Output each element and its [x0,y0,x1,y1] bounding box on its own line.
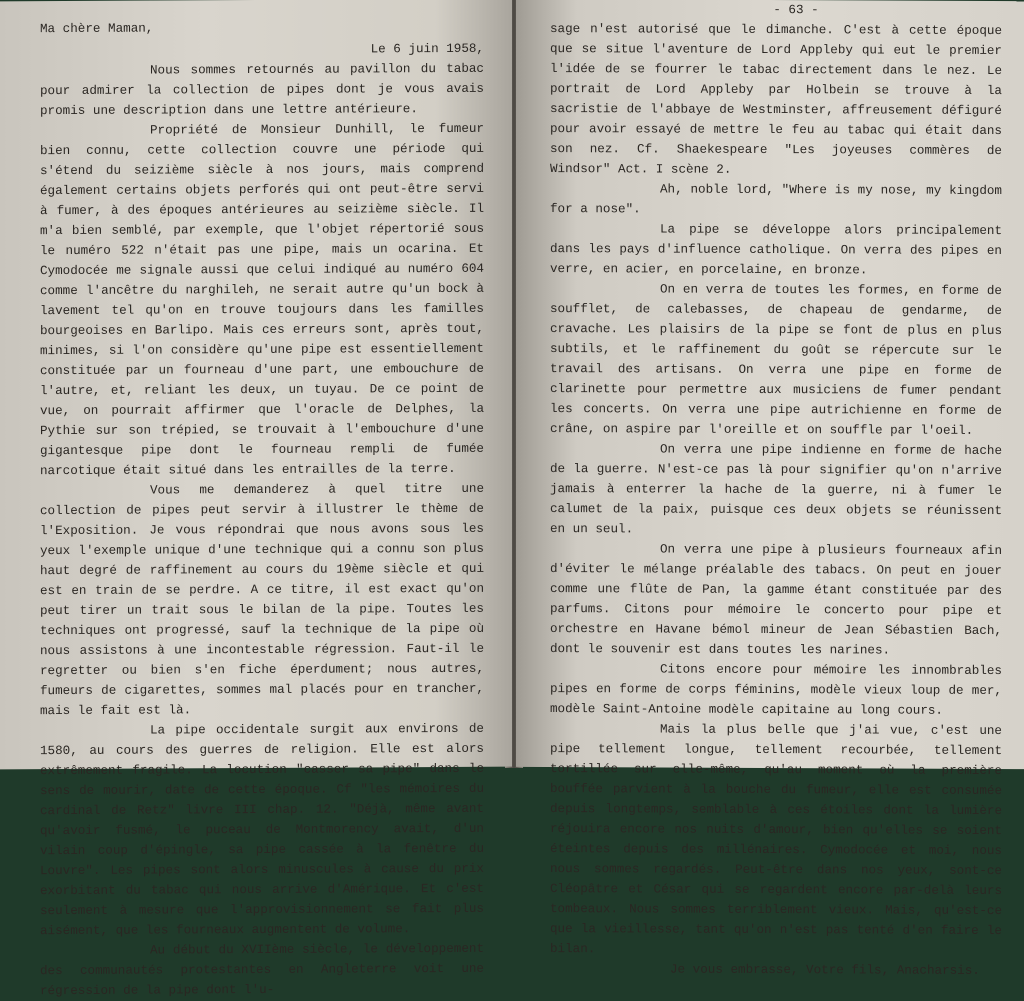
left-paragraph: Vous me demanderez à quel titre une collection de pipes peut servir à illustrer le thème de l'Exposition. Je vous répondrai que nous avons sous les yeux l'exemple unique d'une technique qui a connu son plus haut degré de raffinement au cours du 19ème siècle et qui est en train de se perdre. A ce titre, il est exact qu'on peut tirer un trait sous le bilan de la pipe. Toutes les techniques ont progressé, sauf la technique de la pipe où nous assistons à une incontestable régression. Faut-il le regretter ou bien s'en fiche éperdument; nous autres, fumeurs de cigarettes, sommes mal placés pour en trancher, mais le fait est là. [40,481,484,719]
right-paragraph: On verra une pipe indienne en forme de hache de la guerre. N'est-ce pas là pour signifier qu'on n'arrive jamais à enterrer la hache de la guerre, ni à fumer le calumet de la paix, puisque ces deux objets se réunissent en un seul. [550,442,1002,537]
left-paragraph: Nous sommes retournés au pavillon du tabac pour admirer la collection de pipes dont je vous avais promis une description dans une lettre antérieure. [40,61,484,119]
right-paragraph: Citons encore pour mémoire les innombrables pipes en forme de corps féminins, modèle vieux loup de mer, modèle Saint-Antoine modèle capitaine au long cours. [550,662,1002,718]
right-page [516,0,1024,978]
right-paragraph: sage n'est autorisé que le dimanche. C'est à cette époque que se situe l'aventure de Lord Appleby qui eut le premier l'idée de se fourrer le tabac directement dans le nez. Le portrait de Lord Appleby par Holbein se trouve à la sacristie de l'abbaye de Westminster, affreusement défiguré pour avoir essayé de mettre le feu au tabac qui était dans son nez. Cf. Shaekespeare "Les joyeuses commères de Windsor" Act. I scène 2. [550,22,1002,177]
left-paragraph: Au début du XVIIème siècle, le développement des communautés protestantes en Angleterre voit une régression de la pipe dont l'u- [40,941,484,999]
signoff: Je vous embrasse, Votre fils, Anacharsis. [670,962,980,978]
right-paragraph: On verra une pipe à plusieurs fourneaux afin d'éviter le mélange préalable des tabacs. On peut en jouer comme une flûte de Pan, la gamme étant constituée par des parfums. Citons pour mémoire le concerto pour pipe et orchestre en Havane bémol mineur de Jean Sébastien Bach, dont le souvenir est dans toutes les narines. [550,542,1002,658]
letter-date: Le 6 juin 1958, [370,41,484,57]
salutation: Ma chère Maman, [40,21,154,37]
page-number: - 63 - [773,3,819,18]
right-paragraph: Mais la plus belle que j'ai vue, c'est une pipe tellement longue, tellement recourbée, tellement tortillée sur elle-même, qu'au moment où la première bouffée parvient à la bouche du fumeur, elle est consumée depuis longtemps, semblable à ces étoiles dont la lumière réjouira encore nos nuits d'amour, bien qu'elles se soient éteintes depuis des millénaires. Cymodocée et moi, nous nous sommes regardés. Peut-être dans nos yeux, sont-ce Cléopâtre et César qui se regardent encore par-delà leurs tombeaux. Nous sommes terriblement vieux. Mais, qu'est-ce que la vieillesse, tant qu'on n'est pas tenté d'en faire le bilan. [550,722,1002,957]
left-paragraph: Propriété de Monsieur Dunhill, le fumeur bien connu, cette collection couvre une période qui s'étend du seizième siècle à nos jours, mais comprend également certains objets perforés qui ont peut-être servi à fumer, à des époques antérieures au seizième siècle. Il m'a bien semblé, par exemple, que l'objet répertorié sous le numéro 522 n'était pas une pipe, mais un ocarina. Et Cymodocée me signale aussi que celui indiqué au numéro 604 comme l'ancêtre du narghileh, ne serait autre qu'un bock à lavement tel qu'on en trouve toujours dans les familles bourgeoises en Barlipo. Mais ces erreurs sont, après tout, minimes, si l'on considère qu'une pipe est essentiellement constituée par un fourneau d'une part, une embouchure de l'autre, et, reliant les deux, un tuyau. De ce point de vue, on pourrait affirmer que l'oracle de Delphes, la Pythie sur son trépied, se trouvait à l'embouchure d'une gigantesque pipe dont le fourneau rempli de fumée narcotique était situé dans les entrailles de la terre. [40,121,484,479]
quote-line: Ah, noble lord, "Where is my nose, my kingdom for a nose". [550,182,1002,217]
right-paragraph: La pipe se développe alors principalement dans les pays d'influence catholique. On verra des pipes en verre, en acier, en porcelaine, en bronze. [550,222,1002,278]
right-paragraph: On en verra de toutes les formes, en forme de soufflet, de calebasses, de chapeau de gendarme, de cravache. Les plaisirs de la pipe se font de plus en plus subtils, et le raffinement du goût se répercute sur le travail des artisans. On verra une pipe en forme de clarinette pour permettre aux musiciens de fumer pendant les concerts. On verra une pipe autrichienne en forme de crâne, on aspire par l'oreille et on souffle par l'oeil. [550,282,1002,438]
left-page [0,0,512,999]
left-paragraph: La pipe occidentale surgit aux environs de 1580, au cours des guerres de religion. Elle est alors extrêmement fragile. La locution "casser sa pipe" dans le sens de mourir, date de cette époque. Cf "les mémoires du cardinal de Retz" livre III chap. 12. "Déjà, même avant qu'avoir fusmé, le puceau de Montmorency avait, d'un vilain coup d'épingle, sa pipe cassée à la fenêtre du Louvre". Les pipes sont alors minuscules à cause du prix exorbitant du tabac qui nous arrive d'Amérique. Et c'est seulement à mesure que l'approvisionnement se fait plus aisément, que les fourneaux augmentent de volume. [40,721,484,939]
